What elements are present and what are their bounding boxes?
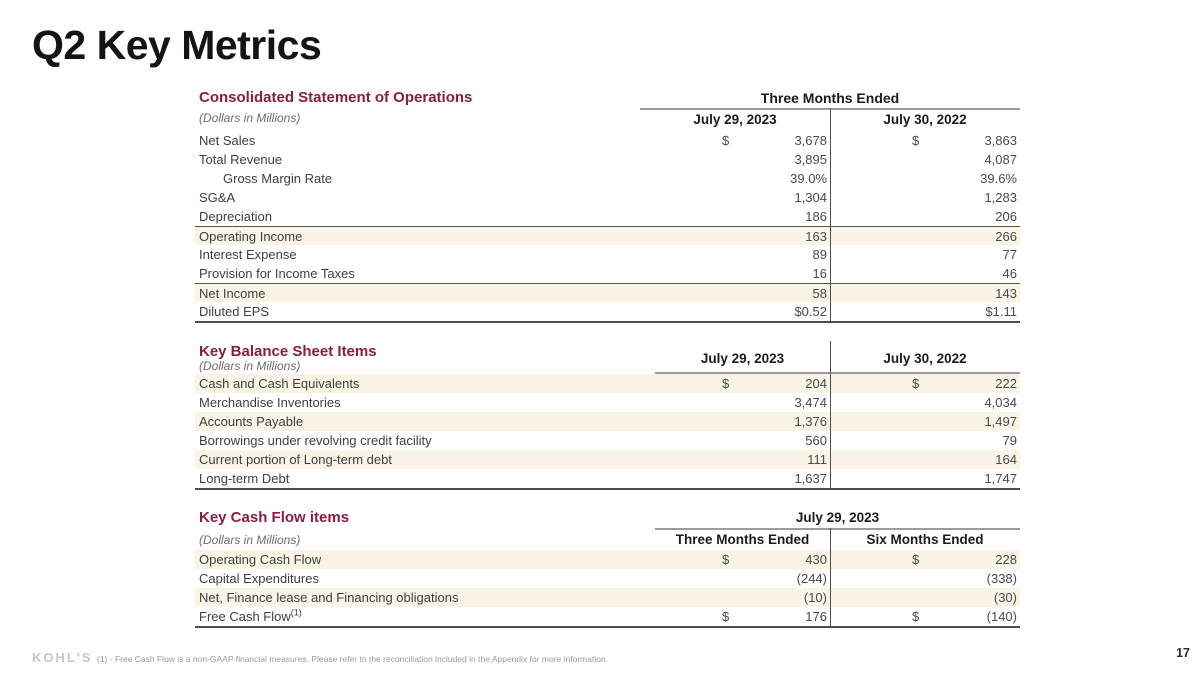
row-label: Operating Income — [199, 229, 303, 244]
row-value: 39.6% — [980, 171, 1017, 186]
table-row — [195, 469, 1020, 488]
row-value: $ 3,678 — [722, 133, 827, 148]
row-label: SG&A — [199, 190, 236, 205]
dollar-sign: $ — [722, 609, 730, 624]
row-value: $0.52 — [794, 304, 827, 319]
row-value: 1,304 — [794, 190, 827, 205]
row-label: Long-term Debt — [199, 471, 290, 486]
row-value: 58 — [812, 286, 827, 301]
row-value: 186 — [805, 209, 827, 224]
operations-table — [195, 88, 1020, 323]
row-value: 560 — [805, 433, 827, 448]
dollar-sign: $ — [912, 609, 920, 624]
row-value: 1,747 — [984, 471, 1017, 486]
balance-table-heading: Key Balance Sheet Items — [199, 343, 377, 360]
row-value: 4,087 — [984, 152, 1017, 167]
balance-col2-header: July 30, 2022 — [883, 351, 967, 366]
row-value: $ 430 — [722, 552, 827, 567]
row-label: Diluted EPS — [199, 304, 270, 319]
row-value: 46 — [1002, 266, 1017, 281]
operations-dollars-note: (Dollars in Millions) — [199, 111, 301, 125]
row-value: 266 — [995, 229, 1017, 244]
row-value: 206 — [995, 209, 1017, 224]
row-label: Net Income — [199, 286, 266, 301]
row-value: 3,895 — [794, 152, 827, 167]
table-row — [195, 431, 1020, 450]
table-row-highlight — [195, 226, 1020, 245]
balance-col1-header: July 29, 2023 — [700, 351, 785, 366]
row-value: 164 — [995, 452, 1017, 467]
dollar-sign: $ — [722, 376, 730, 391]
row-value: (30) — [993, 590, 1017, 605]
row-value: $ (140) — [912, 609, 1017, 624]
row-value: (10) — [803, 590, 827, 605]
dollar-sign: $ — [722, 133, 730, 148]
dollar-sign: $ — [912, 552, 920, 567]
row-label: Capital Expenditures — [199, 571, 319, 586]
table-row — [195, 264, 1020, 283]
table-row — [195, 169, 1020, 188]
row-value: 39.0% — [790, 171, 827, 186]
row-value: 16 — [812, 266, 827, 281]
table-row — [195, 607, 1020, 626]
row-label: Cash and Cash Equivalents — [199, 376, 360, 391]
cashflow-span-header: July 29, 2023 — [795, 510, 880, 525]
balance-rows — [195, 374, 1020, 490]
row-label: Free Cash Flow$^{(1)}$ — [199, 607, 302, 624]
column-divider — [830, 341, 831, 490]
operations-col1-header: July 29, 2023 — [693, 112, 777, 127]
row-label: Current portion of Long-term debt — [199, 452, 392, 467]
footnote-marker: (1) — [290, 607, 302, 618]
balance-sheet-table — [195, 340, 1020, 490]
column-divider — [830, 528, 831, 628]
row-label: Operating Cash Flow — [199, 552, 322, 567]
operations-col2-header: July 30, 2022 — [883, 112, 967, 127]
row-value: 1,497 — [984, 414, 1017, 429]
row-label: Interest Expense — [199, 247, 297, 262]
table-row — [195, 450, 1020, 469]
column-divider — [830, 108, 831, 323]
row-label: Merchandise Inventories — [199, 395, 341, 410]
cashflow-rows — [195, 550, 1020, 628]
row-label: Accounts Payable — [199, 414, 304, 429]
dollar-sign: $ — [722, 552, 730, 567]
row-value: $ 204 — [722, 376, 827, 391]
row-label: Net Sales — [199, 133, 256, 148]
row-value: $ 228 — [912, 552, 1017, 567]
row-value: $ 222 — [912, 376, 1017, 391]
row-value: 111 — [807, 452, 827, 467]
row-value: 1,283 — [984, 190, 1017, 205]
cashflow-col2-header: Six Months Ended — [866, 532, 984, 547]
table-row — [195, 245, 1020, 264]
row-value: 3,474 — [794, 395, 827, 410]
table-row — [195, 150, 1020, 169]
row-value: 1,637 — [794, 471, 827, 486]
table-row — [195, 374, 1020, 393]
row-value: (338) — [986, 571, 1017, 586]
footnote-text: (1) - Free Cash Flow is a non-GAAP financial measures. Please refer to the reconciliation included in the Appendix for more information. — [97, 654, 609, 664]
table-row — [195, 393, 1020, 412]
operations-rows — [195, 131, 1020, 323]
operations-table-heading: Consolidated Statement of Operations — [199, 89, 473, 106]
row-label: Depreciation — [199, 209, 272, 224]
page-number: 17 — [1176, 646, 1190, 660]
table-row — [195, 131, 1020, 150]
cashflow-header-rule — [655, 528, 1020, 530]
row-label: Provision for Income Taxes — [199, 266, 355, 281]
page-title: Q2 Key Metrics — [32, 22, 322, 68]
table-row — [195, 412, 1020, 431]
cashflow-col1-header: Three Months Ended — [675, 532, 810, 547]
cashflow-dollars-note: (Dollars in Millions) — [199, 533, 301, 547]
row-value: 79 — [1002, 433, 1017, 448]
row-label: Borrowings under revolving credit facility — [199, 433, 432, 448]
table-row — [195, 207, 1020, 226]
row-value: $1.11 — [985, 304, 1017, 319]
row-value: 163 — [805, 229, 827, 244]
row-value: 89 — [812, 247, 827, 262]
row-value: 143 — [995, 286, 1017, 301]
row-value: $ 3,863 — [912, 133, 1017, 148]
kohls-logo: KOHL'S — [32, 650, 93, 665]
row-value: $ 176 — [722, 609, 827, 624]
table-row-highlight — [195, 283, 1020, 302]
row-value: 4,034 — [984, 395, 1017, 410]
table-row — [195, 569, 1020, 588]
operations-span-header: Three Months Ended — [760, 90, 900, 106]
table-row — [195, 188, 1020, 207]
cashflow-table-heading: Key Cash Flow items — [199, 509, 350, 526]
cash-flow-table — [195, 508, 1020, 628]
balance-dollars-note: (Dollars in Millions) — [199, 359, 301, 373]
dollar-sign: $ — [912, 133, 920, 148]
row-value: (244) — [796, 571, 827, 586]
table-row — [195, 302, 1020, 321]
row-value: 1,376 — [794, 414, 827, 429]
row-label: Net, Finance lease and Financing obligations — [199, 590, 459, 605]
row-label: Total Revenue — [199, 152, 283, 167]
table-row — [195, 588, 1020, 607]
row-label: Gross Margin Rate — [223, 171, 333, 186]
dollar-sign: $ — [912, 376, 920, 391]
row-value: 77 — [1002, 247, 1017, 262]
table-row — [195, 550, 1020, 569]
